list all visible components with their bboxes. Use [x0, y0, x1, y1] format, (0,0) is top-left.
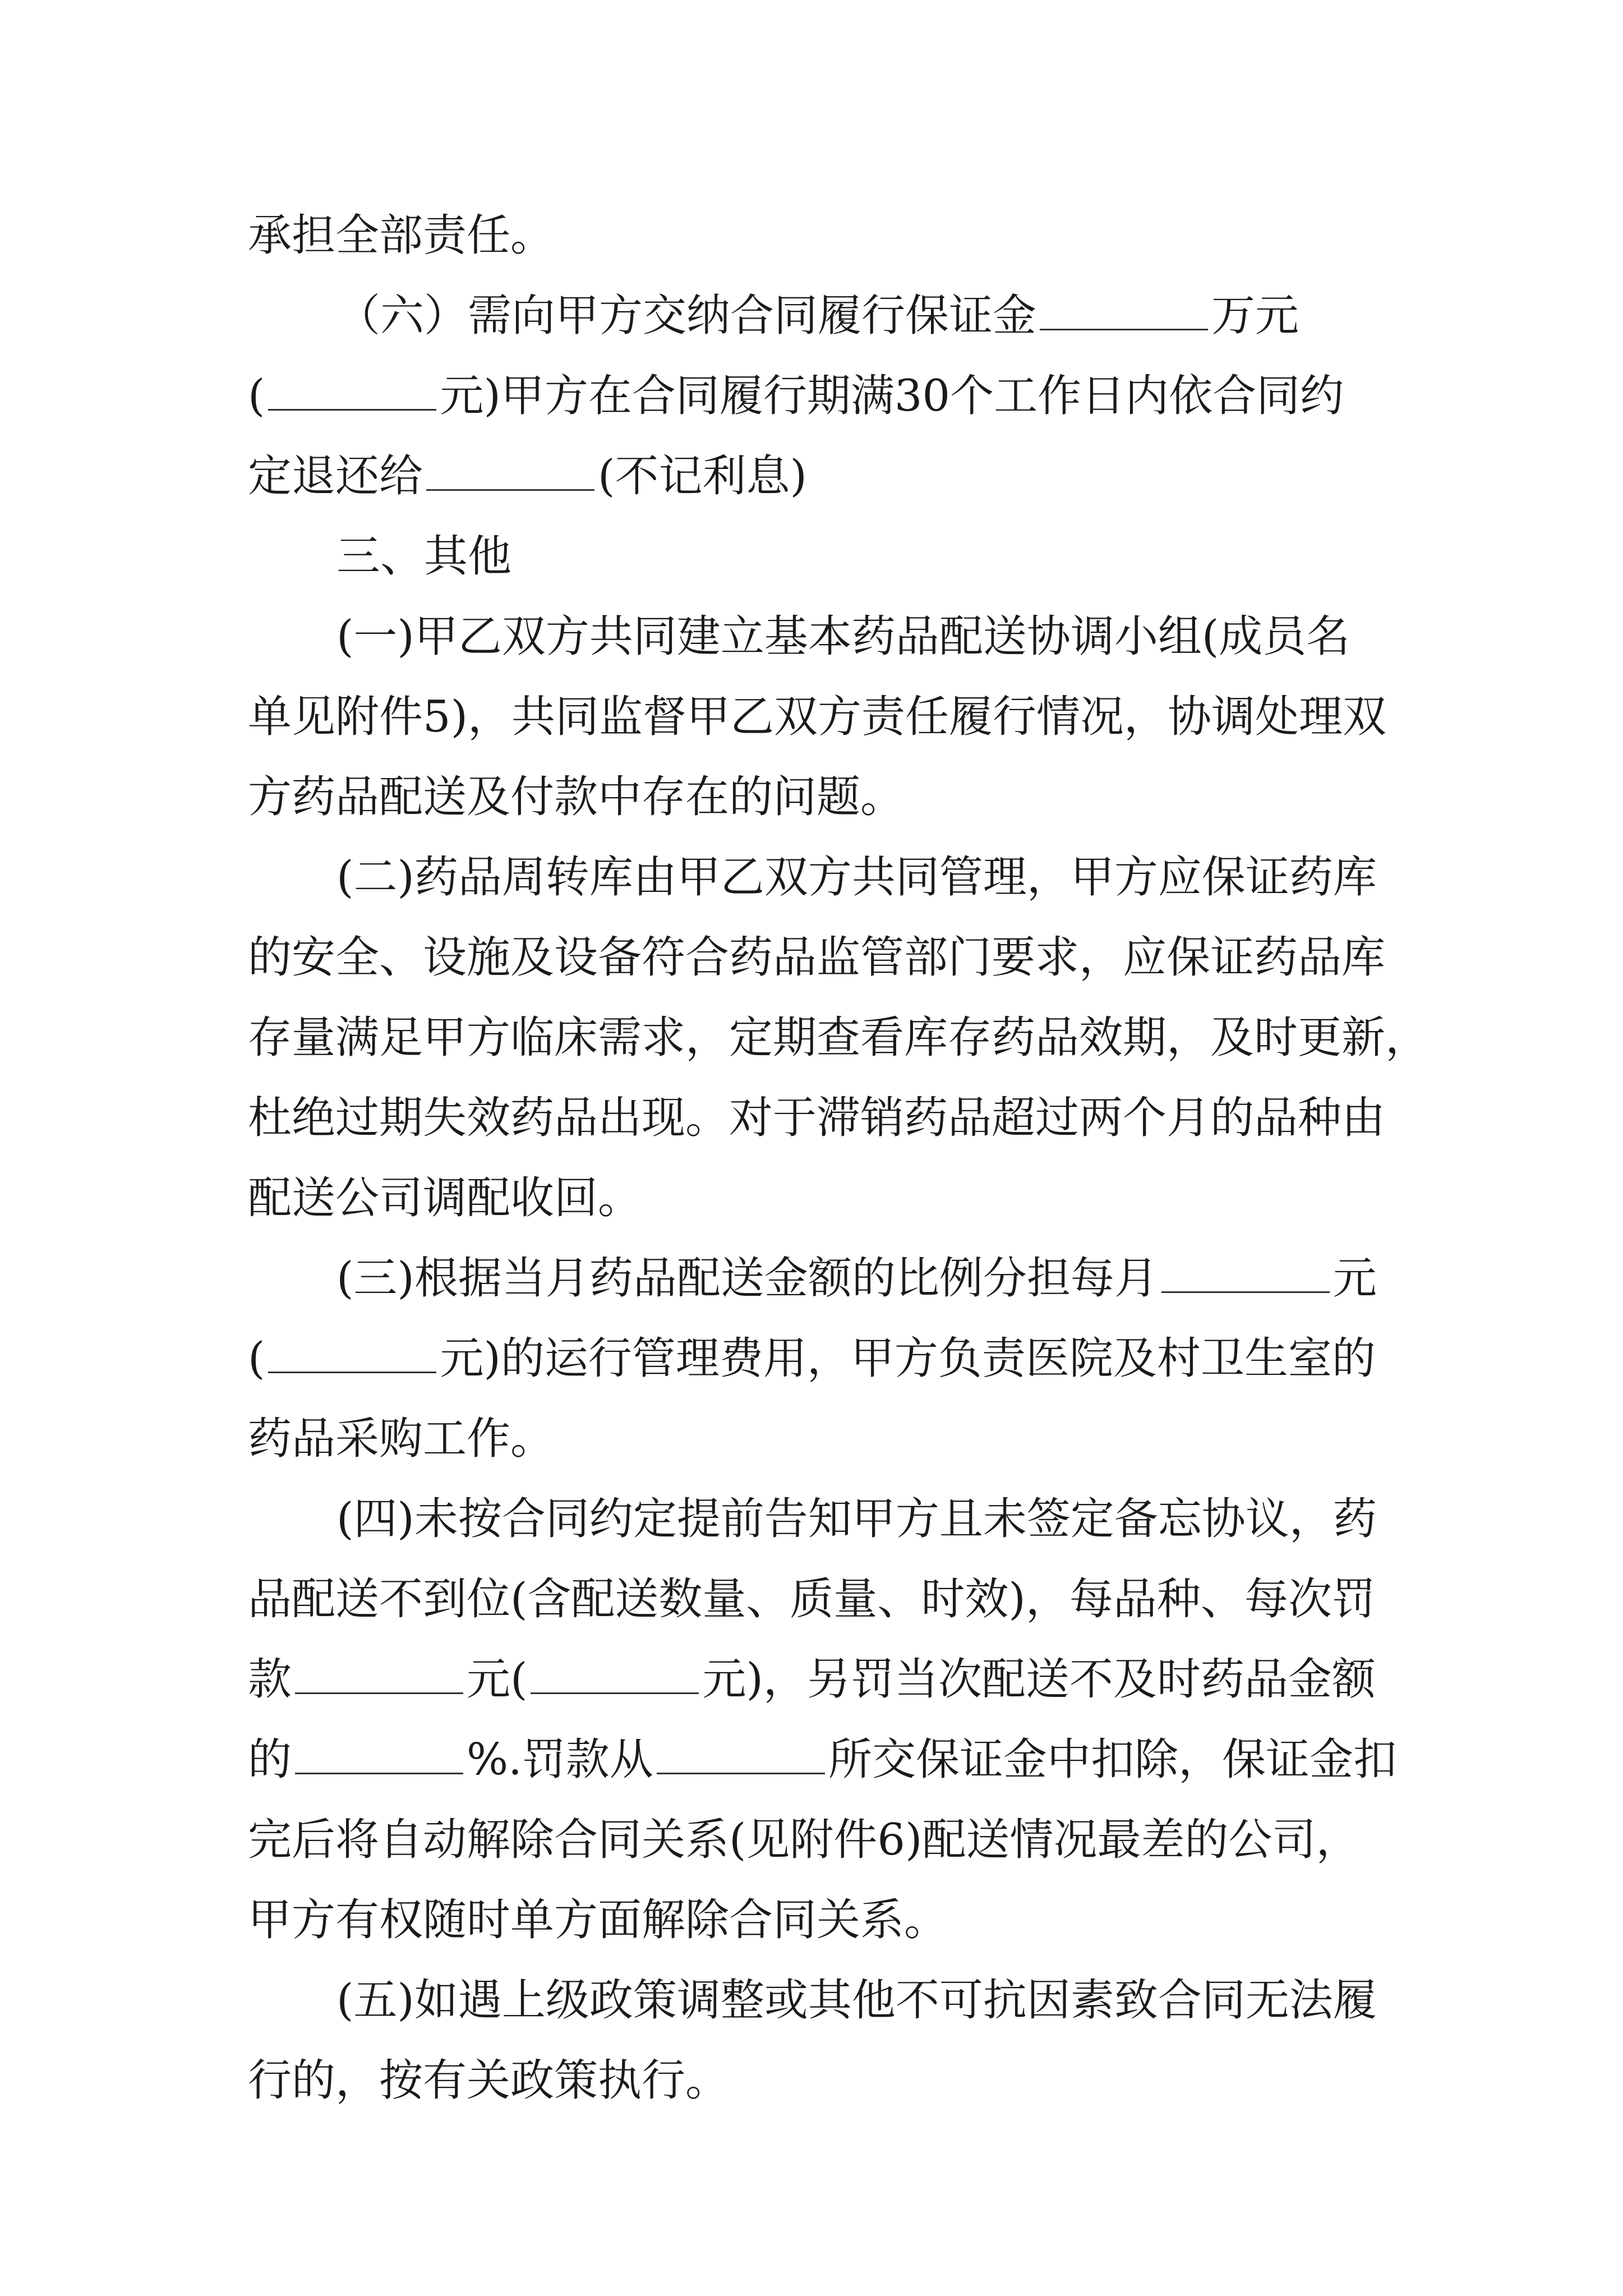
- text-segment: 甲方有权随时单方面解除合同关系。: [248, 1895, 948, 1945]
- blank-field: [426, 449, 594, 491]
- text-line: [248, 689, 1386, 745]
- section-heading: [336, 528, 511, 585]
- blank-field: [268, 1331, 436, 1373]
- text-segment: 元)，另罚当次配送不及时药品金额: [702, 1654, 1376, 1705]
- text-line: [336, 1972, 1377, 2028]
- text-segment: 所交保证金中扣除，保证金扣: [828, 1734, 1397, 1785]
- text-segment: 款: [248, 1654, 292, 1705]
- text-segment: 元: [1332, 1253, 1377, 1304]
- blank-field: [268, 369, 436, 411]
- text-segment: 万元: [1211, 291, 1299, 341]
- text-segment: (四)未按合同约定提前告知甲方且未签定备忘协议，药: [336, 1494, 1377, 1544]
- text-segment: (一)甲乙双方共同建立基本药品配送协调小组(成员名: [336, 611, 1350, 662]
- blank-field: [1161, 1251, 1330, 1293]
- text-segment: (不记利息): [598, 451, 807, 501]
- text-segment: 的: [248, 1734, 292, 1785]
- text-line: [248, 208, 554, 264]
- text-segment: %.罚款从: [467, 1734, 653, 1785]
- text-line: [248, 368, 1344, 424]
- text-line: [336, 288, 1299, 344]
- text-segment: 完后将自动解除合同关系(见附件6)配送情况最差的公司，: [248, 1815, 1360, 1865]
- text-segment: 定退还给: [248, 451, 423, 501]
- text-segment: 承担全部责任。: [248, 210, 555, 261]
- blank-field: [531, 1652, 699, 1694]
- text-line: [248, 930, 1385, 986]
- text-segment: 元)甲方在合同履行期满30个工作日内依合同约: [440, 371, 1344, 421]
- text-segment: 杜绝过期失效药品出现。对于滞销药品超过两个月的品种由: [248, 1093, 1386, 1143]
- text-line: [248, 1411, 554, 1467]
- text-line: [336, 1250, 1377, 1306]
- text-line: [248, 1812, 1360, 1868]
- text-line: [248, 1170, 642, 1226]
- text-segment: 品配送不到位(含配送数量、质量、时效)，每品种、每次罚: [248, 1574, 1376, 1625]
- text-segment: （六）需向甲方交纳合同履行保证金: [336, 291, 1037, 341]
- text-line: [248, 1010, 1429, 1066]
- text-line: [248, 1331, 1376, 1387]
- text-line: [248, 2053, 729, 2109]
- text-segment: 药品采购工作。: [248, 1414, 555, 1464]
- text-segment: (: [248, 1333, 265, 1384]
- text-segment: (: [248, 371, 265, 421]
- text-segment: (二)药品周转库由甲乙双方共同管理，甲方应保证药库: [336, 852, 1377, 903]
- text-line: [248, 1571, 1376, 1627]
- text-segment: 元)的运行管理费用，甲方负责医院及村卫生室的: [440, 1333, 1376, 1384]
- text-segment: 单见附件5)，共同监督甲乙双方责任履行情况，协调处理双: [248, 692, 1387, 742]
- text-line: [248, 1732, 1397, 1788]
- text-segment: (五)如遇上级政策调整或其他不可抗因素致合同无法履: [336, 1975, 1377, 2026]
- text-segment: 方药品配送及付款中存在的问题。: [248, 772, 905, 822]
- text-line: [248, 1090, 1385, 1146]
- blank-field: [295, 1652, 463, 1694]
- text-line: [336, 609, 1350, 665]
- text-segment: 配送公司调配收回。: [248, 1173, 642, 1223]
- text-segment: 元(: [467, 1654, 528, 1705]
- text-line: [336, 1491, 1377, 1547]
- text-segment: 三、其他: [336, 531, 512, 582]
- blank-field: [1040, 288, 1208, 330]
- text-line: [248, 448, 807, 504]
- text-segment: 行的，按有关政策执行。: [248, 2055, 730, 2106]
- text-line: [336, 849, 1377, 905]
- text-line: [248, 1892, 948, 1948]
- blank-field: [657, 1732, 825, 1774]
- text-line: [248, 769, 904, 825]
- text-segment: 的安全、设施及设备符合药品监管部门要求，应保证药品库: [248, 932, 1386, 983]
- text-line: [248, 1651, 1376, 1708]
- text-segment: 存量满足甲方临床需求，定期查看库存药品效期，及时更新，: [248, 1013, 1430, 1063]
- blank-field: [295, 1732, 463, 1774]
- text-segment: (三)根据当月药品配送金额的比例分担每月: [336, 1253, 1158, 1304]
